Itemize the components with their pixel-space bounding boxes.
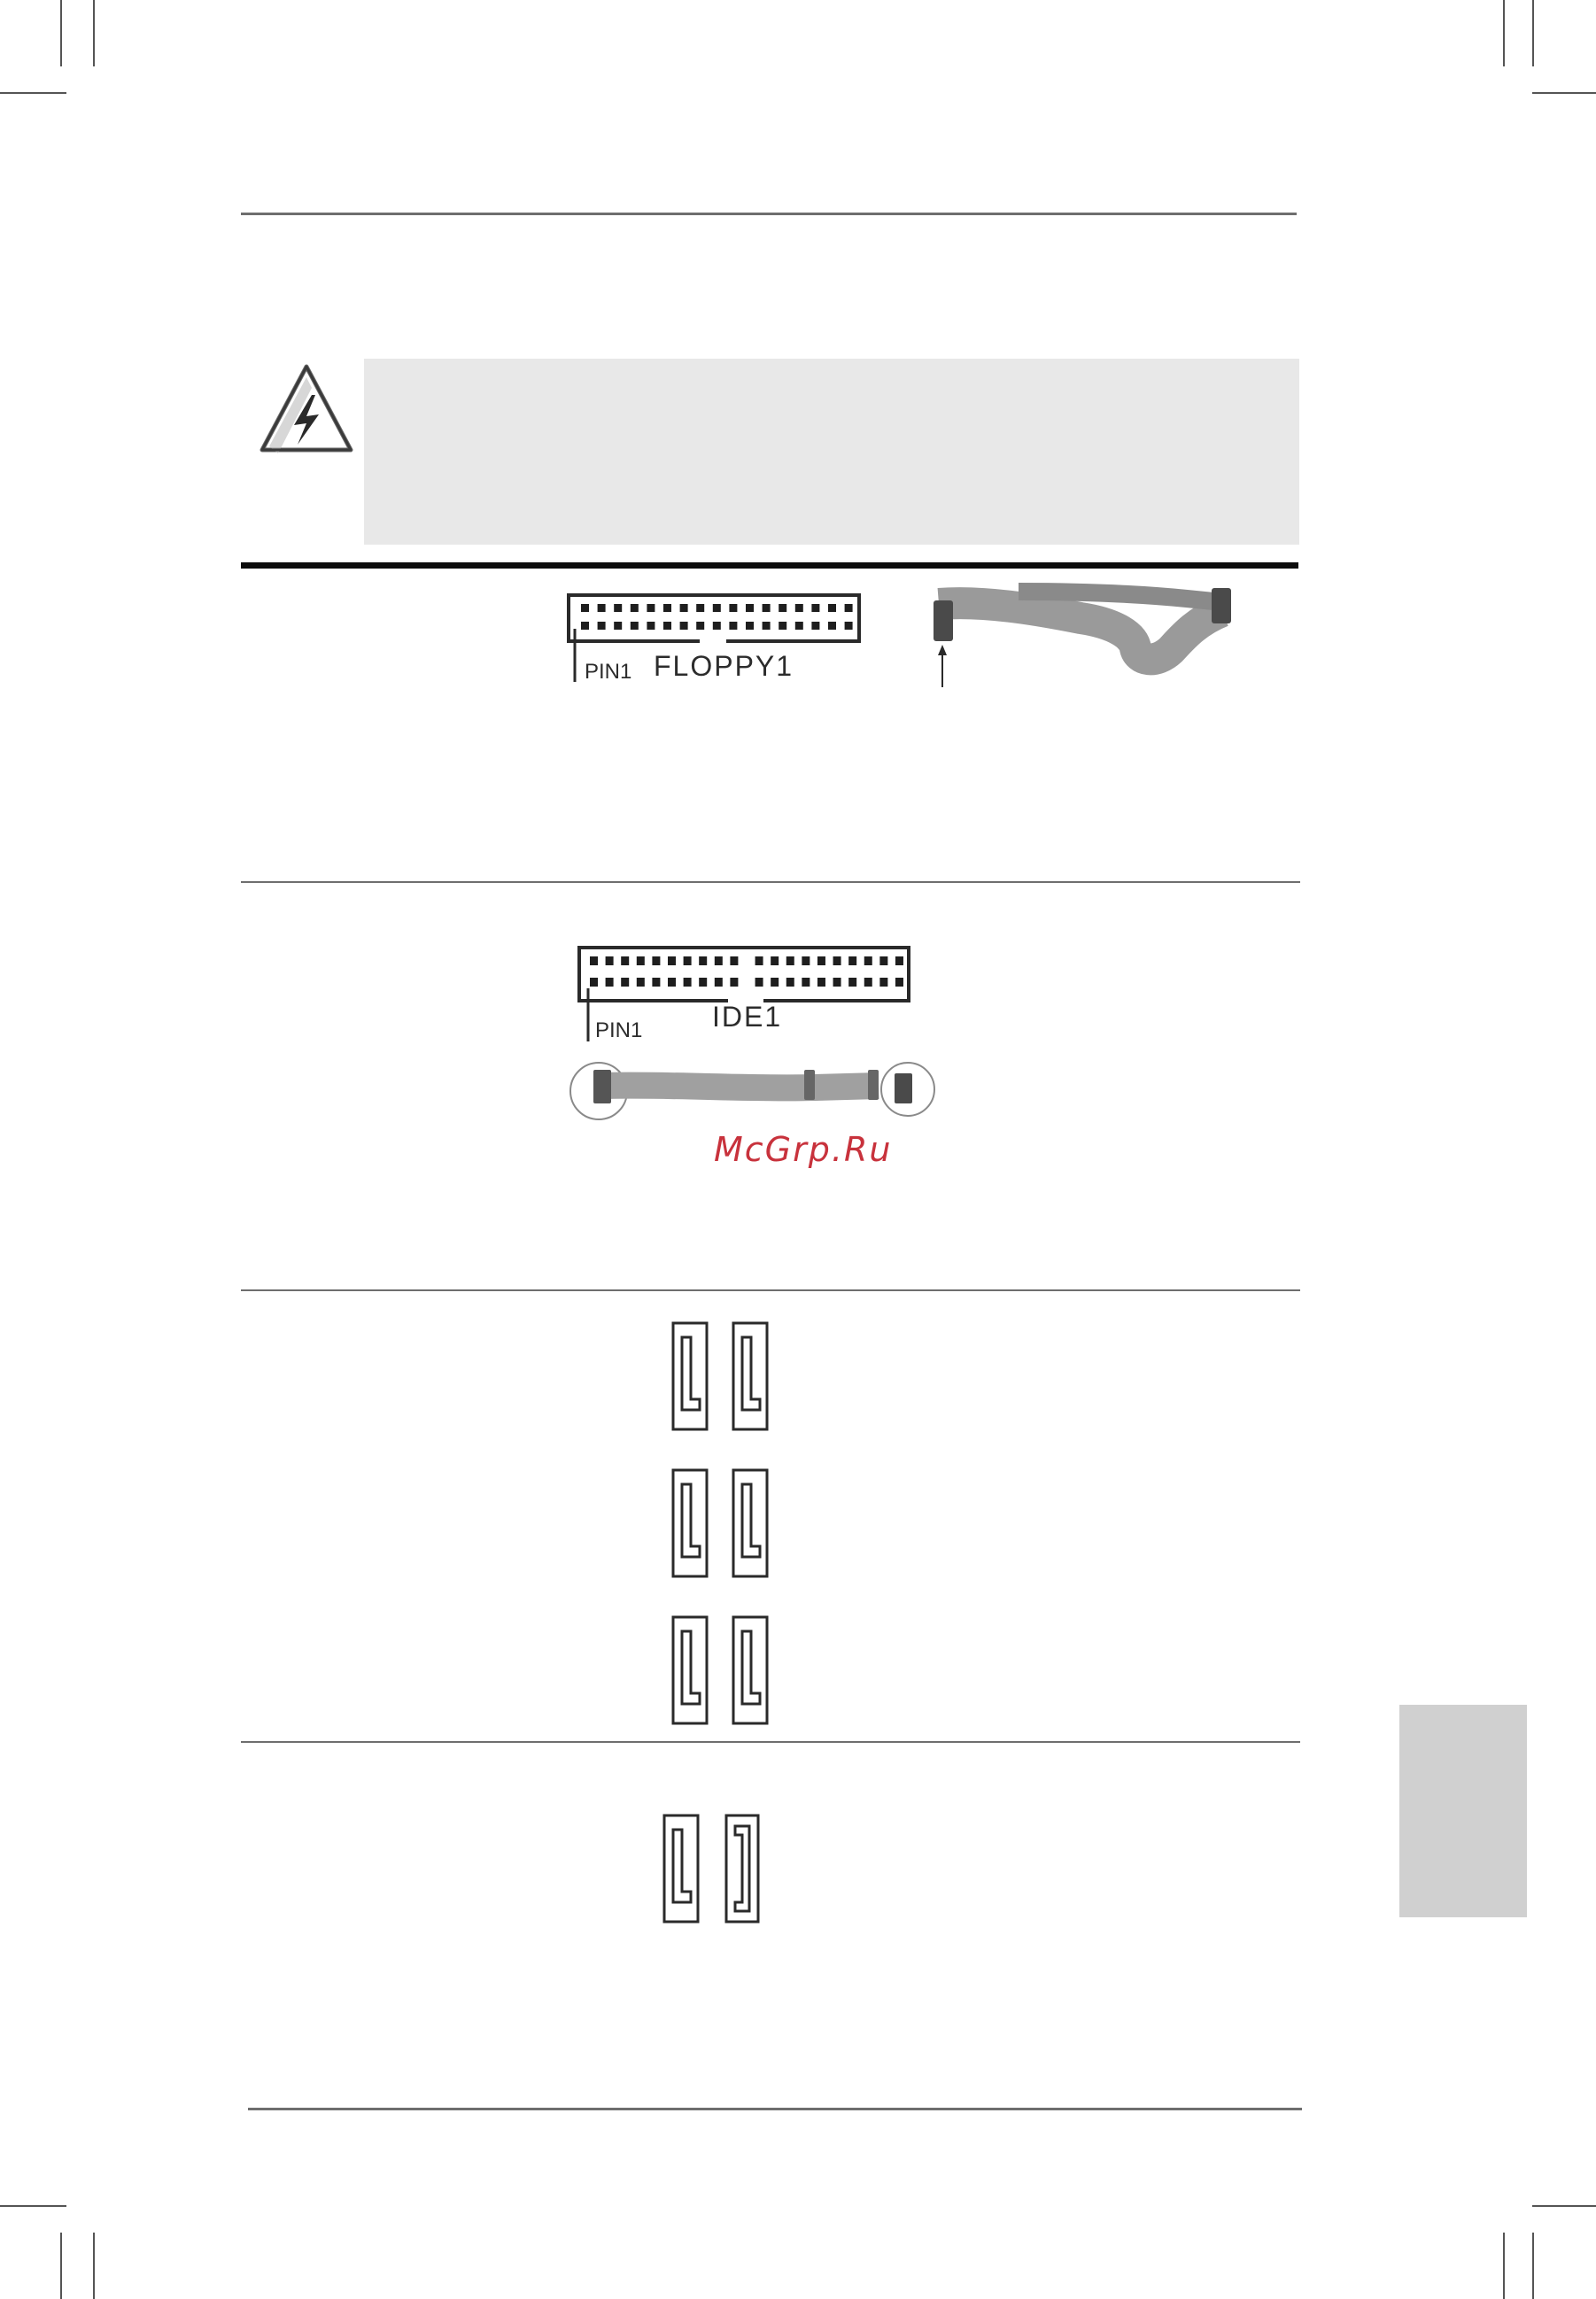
section-divider-1	[241, 881, 1300, 883]
section-divider-3	[241, 1741, 1300, 1743]
connector-pin	[828, 604, 836, 612]
connector-pin	[879, 978, 887, 987]
connector-pin	[668, 978, 676, 987]
connector-pin	[845, 622, 853, 630]
connector-pin	[729, 604, 737, 612]
connector-pin	[795, 622, 803, 630]
sata-connectors-bottom-row	[671, 1615, 771, 1726]
floppy-ribbon-cable	[930, 583, 1240, 698]
connector-pin	[637, 978, 645, 987]
connector-pin	[647, 604, 655, 612]
connector-pin	[879, 956, 887, 965]
crop-mark-tl-v1	[60, 0, 62, 66]
connector-pin	[590, 956, 598, 965]
warning-box	[364, 359, 1299, 545]
connector-pin	[652, 956, 660, 965]
connector-pin	[802, 956, 810, 965]
connector-pin	[746, 622, 754, 630]
footer-rule	[248, 2108, 1302, 2110]
connector-pin	[668, 956, 676, 965]
crop-mark-br-v1	[1503, 2233, 1505, 2299]
section-divider-thick	[241, 562, 1298, 569]
connector-pin	[590, 978, 598, 987]
connector-pin	[802, 978, 810, 987]
crop-mark-bl-v2	[93, 2233, 95, 2299]
connector-pin	[817, 978, 825, 987]
connector-pin	[755, 956, 763, 965]
connector-pin	[621, 956, 629, 965]
connector-pin	[631, 622, 639, 630]
connector-pin	[817, 956, 825, 965]
connector-pin	[713, 622, 721, 630]
crop-mark-br-h	[1532, 2205, 1596, 2207]
connector-pin	[771, 956, 779, 965]
connector-pin	[763, 622, 771, 630]
connector-pin	[779, 604, 786, 612]
sata-connectors-middle-row	[671, 1468, 771, 1579]
connector-pin	[786, 956, 794, 965]
connector-pin	[699, 956, 707, 965]
connector-pin	[614, 604, 622, 612]
connector-pin	[606, 956, 614, 965]
connector-pin	[684, 956, 692, 965]
connector-pin	[755, 978, 763, 987]
connector-pin	[795, 604, 803, 612]
connector-pin	[848, 978, 856, 987]
header-rule	[241, 213, 1297, 215]
connector-pin	[699, 978, 707, 987]
crop-mark-tr-v2	[1532, 0, 1534, 66]
connector-pin	[895, 956, 903, 965]
connector-pin	[779, 622, 786, 630]
connector-pin	[730, 956, 738, 965]
connector-pin	[786, 978, 794, 987]
connector-pin	[848, 956, 856, 965]
connector-pin	[864, 956, 872, 965]
connector-pin	[663, 622, 671, 630]
connector-pin	[621, 978, 629, 987]
sata-cable-ends	[662, 1814, 762, 1924]
connector-pin	[696, 604, 704, 612]
side-language-tab	[1399, 1705, 1527, 1917]
connector-pin	[715, 978, 723, 987]
sata-connectors-top-row	[671, 1321, 771, 1432]
crop-mark-br-v2	[1532, 2233, 1534, 2299]
connector-pin	[828, 622, 836, 630]
crop-mark-bl-h	[0, 2205, 66, 2207]
connector-pin	[864, 978, 872, 987]
connector-pin	[652, 978, 660, 987]
connector-pin	[637, 956, 645, 965]
crop-mark-tr-v1	[1503, 0, 1505, 66]
connector-pin	[631, 604, 639, 612]
connector-pin	[729, 622, 737, 630]
connector-pin	[845, 604, 853, 612]
connector-pin	[713, 604, 721, 612]
connector-pin	[833, 978, 841, 987]
connector-pin	[680, 622, 688, 630]
connector-pin	[746, 604, 754, 612]
connector-pin	[811, 622, 819, 630]
connector-pin	[581, 604, 589, 612]
connector-pin	[598, 622, 606, 630]
connector-pin	[606, 978, 614, 987]
connector-pin	[730, 978, 738, 987]
crop-mark-bl-v1	[60, 2233, 62, 2299]
connector-pin	[680, 604, 688, 612]
connector-pin	[696, 622, 704, 630]
crop-mark-tr-h	[1532, 92, 1596, 94]
connector-pin	[614, 622, 622, 630]
ide-ribbon-cable	[567, 1057, 921, 1128]
connector-pin	[581, 622, 589, 630]
connector-pin	[598, 604, 606, 612]
connector-pin	[684, 978, 692, 987]
connector-pin	[811, 604, 819, 612]
section-divider-2	[241, 1289, 1300, 1291]
watermark-text: McGrp.Ru	[714, 1130, 893, 1169]
connector-pin	[663, 604, 671, 612]
floppy-pin1-label: PIN1	[585, 660, 632, 684]
crop-mark-tl-h	[0, 92, 66, 94]
ide-pin1-label: PIN1	[595, 1018, 643, 1042]
connector-pin	[895, 978, 903, 987]
crop-mark-tl-v2	[93, 0, 95, 66]
connector-pin	[763, 604, 771, 612]
connector-pin	[647, 622, 655, 630]
ide-connector-label: IDE1	[712, 1001, 783, 1033]
connector-pin	[715, 956, 723, 965]
high-voltage-warning-icon	[257, 361, 356, 459]
connector-pin	[833, 956, 841, 965]
connector-pin	[771, 978, 779, 987]
floppy-connector-label: FLOPPY1	[654, 650, 794, 682]
